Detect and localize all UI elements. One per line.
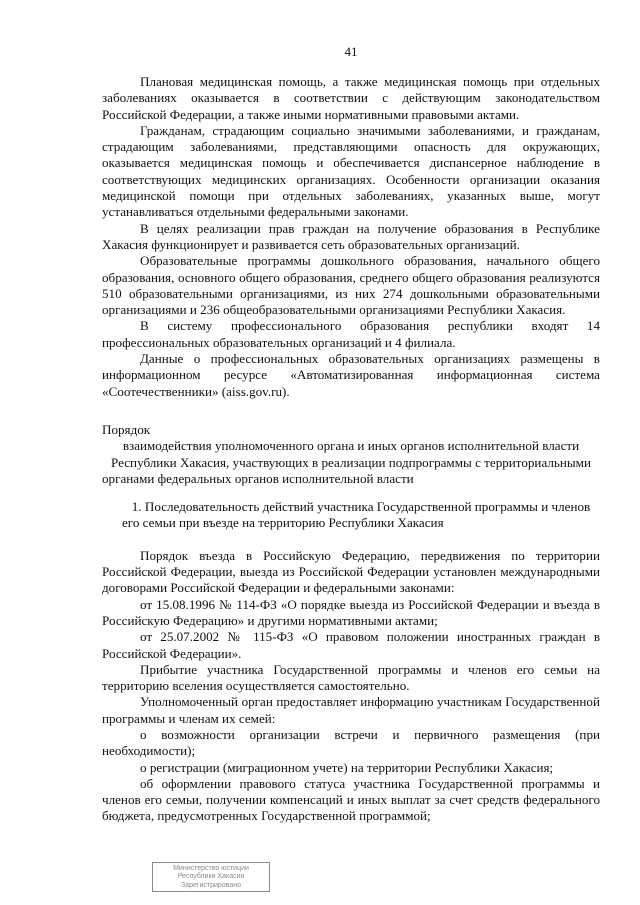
paragraph-entry-procedure: Порядок въезда в Российскую Федерацию, передвижения по территории Российской Федерации, выезда из Российской Федерации установлен международными договорами Российской Федерации и федеральными законами:	[102, 547, 600, 596]
stamp-line-3: Зарегистрировано	[181, 881, 241, 889]
section-title: Порядок	[102, 421, 151, 437]
page-number: 41	[344, 44, 358, 59]
registration-stamp	[152, 862, 270, 892]
paragraph-legal-status: об оформлении правового статуса участника Государственной программы и членов его семьи, получении компенсаций и иных выплат за счет средств федерального бюджета, предусмотренных Государственной программой;	[102, 775, 600, 824]
stamp-line-2: Республики Хакасия	[177, 873, 245, 881]
paragraph-authority-info: Уполномоченный орган предоставляет информацию участникам Государственной программы и членам их семей:	[102, 694, 600, 726]
paragraph-information-resource: Данные о профессиональных образовательных организациях размещены в информационном ресурсе «Автоматизированная информационная система «Соотечественники» (aiss.gov.ru).	[102, 351, 600, 399]
subsection-heading: 1. Последовательность действий участника Государственной программы и членов его семьи при въезде на территорию Республики Хакасия	[122, 499, 591, 531]
paragraph-meeting-accommodation: о возможности организации встречи и первичного размещения (при необходимости);	[102, 726, 600, 759]
paragraph-education-programs: Образовательные программы дошкольного образования, начального общего образования, основного общего образования, среднего общего образования реализуются 510 образовательными организациями, из них 274 дошкольными образовательными организациями и 236 общеобразовательными организациями Республики Хакасия.	[102, 253, 600, 318]
paragraph-professional-education: В систему профессионального образования республики входят 14 профессиональных образовательных организаций и 4 филиала.	[102, 318, 600, 350]
paragraph-law-115: от 25.07.2002 № 115-ФЗ «О правовом положении иностранных граждан в Российской Федерации».	[102, 629, 600, 661]
paragraph-education-network: В целях реализации прав граждан на получение образования в Республике Хакасия функционирует и развивается сеть образовательных организаций.	[102, 220, 600, 252]
intro-text	[102, 74, 600, 825]
stamp-line-1: Министерство юстиции	[173, 865, 249, 872]
section-subtitle: взаимодействия уполномоченного органа и иных органов исполнительной власти Республики Хакасия, участвующих в реализации подпрограммы с территориальными органами федеральных органов исполнительной власти	[102, 438, 591, 486]
paragraph-socially-significant-diseases: Гражданам, страдающим социально значимыми заболеваниями, и гражданам, страдающим заболеваниями, представляющими опасность для окружающих, оказывается медицинская помощь и обеспечивается диспансерное наблюдение в соответствующих медицинских организациях. Особенности организации оказания медицинской помощи при отдельных заболеваниях, указанных выше, могут устанавливаться отдельными федеральными законами.	[102, 122, 600, 220]
paragraph-law-114: от 15.08.1996 № 114-ФЗ «О порядке выезда из Российской Федерации и въезда в Российскую Федерацию» и другими нормативными актами;	[102, 596, 600, 628]
paragraph-medical-care: Плановая медицинская помощь, а также медицинская помощь при отдельных заболеваниях оказывается в соответствии с действующим законодательством Российской Федерации, а также иными нормативными правовыми актами.	[102, 74, 600, 122]
paragraph-registration: о регистрации (миграционном учете) на территории Республики Хакасия;	[140, 759, 554, 775]
paragraph-arrival: Прибытие участника Государственной программы и членов его семьи на территорию вселения осуществляется самостоятельно.	[102, 661, 600, 694]
